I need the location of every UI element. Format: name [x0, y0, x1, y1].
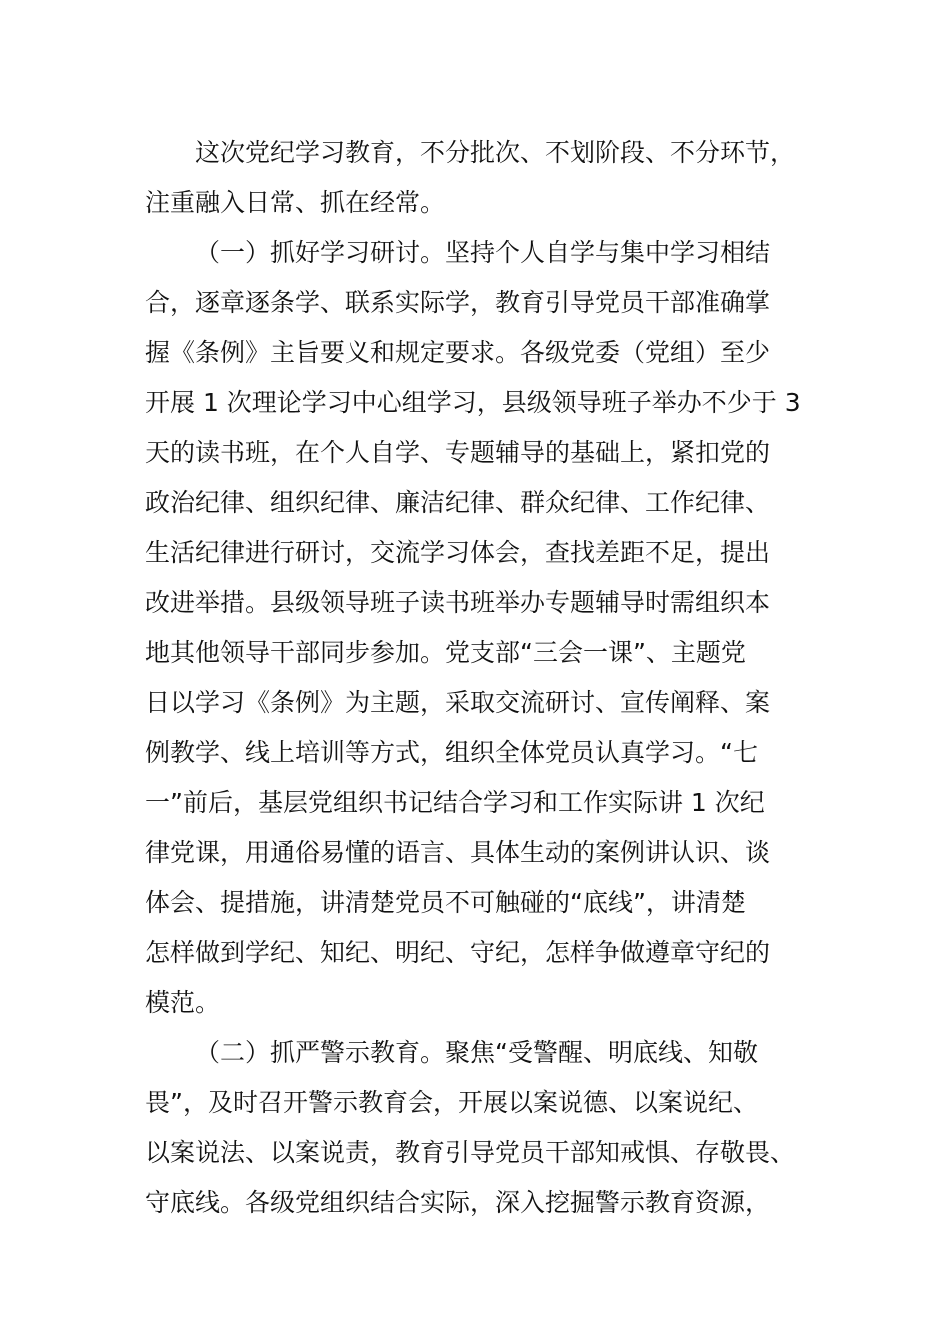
text-line: 例教学、线上培训等方式，组织全体党员认真学习。“七 — [145, 738, 758, 767]
text-line: 握《条例》主旨要义和规定要求。各级党委（党组）至少 — [145, 338, 771, 367]
section-heading-line: （二）抓严警示教育。聚焦“受警醒、明底线、知敬 — [195, 1038, 758, 1067]
text-line: 生活纪律进行研讨，交流学习体会，查找差距不足，提出 — [145, 538, 771, 567]
text-line: 怎样做到学纪、知纪、明纪、守纪，怎样争做遵章守纪的 — [145, 938, 771, 967]
document-body — [145, 128, 810, 1228]
text-line: 守底线。各级党组织结合实际，深入挖掘警示教育资源， — [145, 1188, 771, 1217]
text-line: 政治纪律、组织纪律、廉洁纪律、群众纪律、工作纪律、 — [145, 488, 771, 517]
text-line: 这次党纪学习教育，不分批次、不划阶段、不分环节， — [195, 138, 796, 167]
text-line: 体会、提措施，讲清楚党员不可触碰的“底线”，讲清楚 — [145, 888, 746, 917]
text-line: 一”前后，基层党组织书记结合学习和工作实际讲 1 次纪 — [145, 788, 765, 817]
text-line: 天的读书班，在个人自学、专题辅导的基础上，紧扣党的 — [145, 438, 771, 467]
text-line: 开展 1 次理论学习中心组学习，县级领导班子举办不少于 3 — [145, 388, 801, 417]
text-line: 日以学习《条例》为主题，采取交流研讨、宣传阐释、案 — [145, 688, 771, 717]
text-line: 模范。 — [145, 988, 221, 1017]
text-line: 注重融入日常、抓在经常。 — [145, 188, 446, 217]
section-heading-line: （一）抓好学习研讨。坚持个人自学与集中学习相结 — [195, 238, 771, 267]
text-line: 地其他领导干部同步参加。党支部“三会一课”、主题党 — [145, 638, 746, 667]
text-line: 以案说法、以案说责，教育引导党员干部知戒惧、存敬畏、 — [145, 1138, 796, 1167]
text-line: 合，逐章逐条学、联系实际学，教育引导党员干部准确掌 — [145, 288, 771, 317]
text-line: 改进举措。县级领导班子读书班举办专题辅导时需组织本 — [145, 588, 771, 617]
text-line: 律党课，用通俗易懂的语言、具体生动的案例讲认识、谈 — [145, 838, 771, 867]
text-line: 畏”，及时召开警示教育会，开展以案说德、以案说纪、 — [145, 1088, 758, 1117]
